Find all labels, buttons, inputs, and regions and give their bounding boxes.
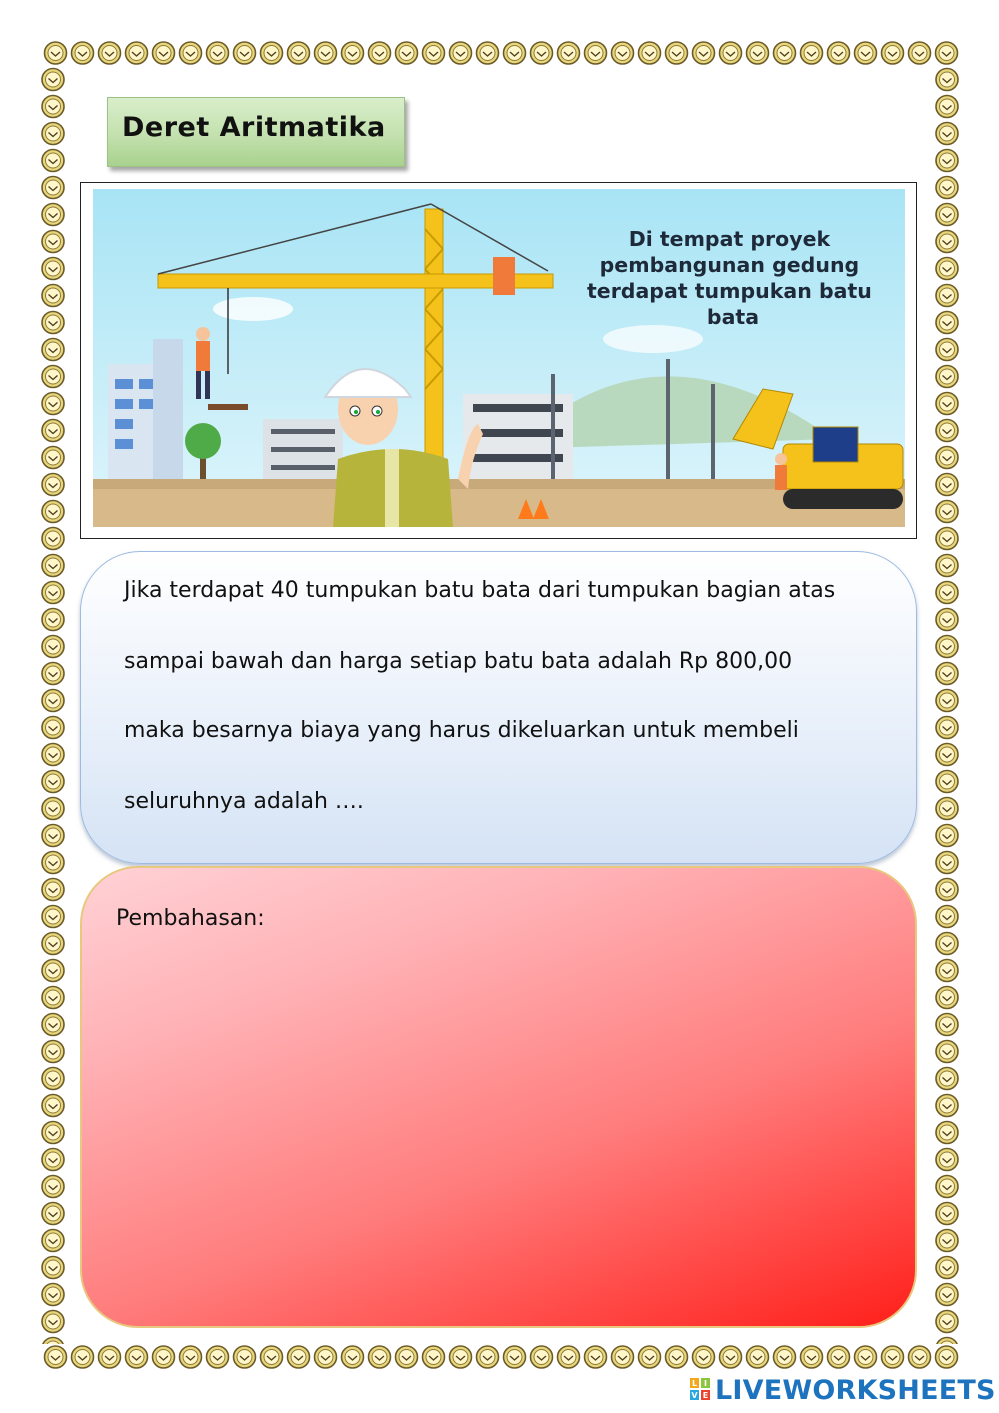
construction-scene-illustration	[93, 189, 905, 527]
brand-name: LIVEWORKSHEETS	[715, 1374, 996, 1406]
decorative-border-bottom	[42, 1344, 960, 1370]
question-line-4: seluruhnya adalah ….	[124, 789, 364, 814]
title-banner	[107, 97, 405, 167]
answer-area[interactable]	[80, 866, 917, 1328]
decorative-border-right	[934, 66, 960, 1344]
liveworksheets-logo-icon: L I V E	[691, 1378, 709, 1400]
caption-line-2: pembangunan gedung	[599, 253, 860, 277]
decorative-border-left	[40, 66, 66, 1344]
answer-label: Pembahasan:	[116, 906, 265, 931]
liveworksheets-logo	[690, 1373, 996, 1407]
illustration-frame	[80, 182, 917, 539]
caption-line-1: Di tempat proyek	[628, 227, 831, 251]
question-line-2: sampai bawah dan harga setiap batu bata adalah Rp 800,00	[124, 649, 793, 674]
caption-line-4: bata	[706, 305, 760, 329]
caption-line-3: terdapat tumpukan batu	[586, 279, 872, 303]
question-line-1: Jika terdapat 40 tumpukan batu bata dari tumpukan bagian atas	[124, 578, 836, 603]
page-title: Deret Aritmatika	[122, 112, 386, 143]
question-line-3: maka besarnya biaya yang harus dikeluarkan untuk membeli	[124, 718, 799, 743]
decorative-border-top	[42, 40, 960, 66]
question-box	[80, 551, 917, 864]
